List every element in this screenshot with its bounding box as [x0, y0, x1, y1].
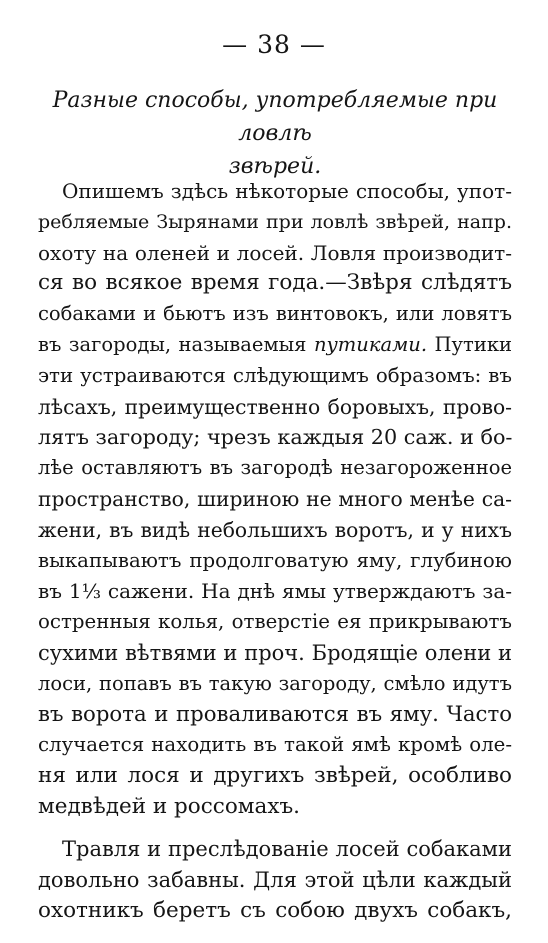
- text-line: жени, въ видѣ небольшихъ воротъ, и у нихъ: [38, 517, 512, 542]
- text-line: пространство, шириною не много менѣе са-: [38, 486, 512, 511]
- text-line: медвѣдей и россомахъ.: [38, 793, 300, 819]
- text-line: лятъ загороду; чрезъ каждыя 20 саж. и бо-: [38, 425, 513, 450]
- text-line: въ 1⅓ сажени. На днѣ ямы утверждаютъ за-: [38, 579, 512, 604]
- text-line: ся во всякое время года.—Звѣря слѣдятъ: [38, 270, 512, 296]
- text-line: Травля и преслѣдованіе лосей собаками: [62, 837, 512, 861]
- paragraph-1: [38, 176, 512, 823]
- text-line: довольно забавны. Для этой цѣли каждый: [38, 867, 512, 892]
- page-number: — 38 —: [222, 30, 326, 59]
- text-line: лѣе оставляютъ въ загородѣ незагороженное: [38, 456, 512, 480]
- text-line: ребляемые Зырянами при ловлѣ звѣрей, напр.: [38, 210, 512, 233]
- paragraph-2: [38, 834, 512, 926]
- text-line: эти устраиваются слѣдующимъ образомъ: въ: [38, 363, 512, 387]
- text-line: выкапываютъ продолговатую яму, глубиною: [38, 548, 512, 572]
- section-heading-line-2: звѣрей.: [228, 154, 322, 179]
- text-line: Опишемъ здѣсь нѣкоторые способы, упот-: [62, 179, 512, 203]
- text-line: охоту на оленей и лосей. Ловля производит-: [38, 240, 512, 265]
- text-line: охотникъ беретъ съ собою двухъ собакъ,: [38, 897, 512, 923]
- text-line: ня или лося и другихъ звѣрей, особливо: [38, 763, 512, 789]
- text-line: въ ворота и проваливаются въ яму. Часто: [38, 701, 512, 727]
- text-line: случается находить въ такой ямѣ кромѣ оле-: [38, 733, 512, 757]
- text-line: собаками и бьютъ изъ винтовокъ, или ловятъ: [38, 302, 512, 326]
- emphasized-term: путиками.: [313, 332, 428, 356]
- text-line: въ загороды, называемыя путиками. Путики: [38, 332, 512, 356]
- text-line: остренныя колья, отверстіе ея прикрываютъ: [38, 610, 512, 634]
- section-heading: [30, 84, 520, 183]
- text-line: лѣсахъ, преимущественно боровыхъ, прово-: [38, 394, 512, 419]
- section-heading-line-1: Разные способы, употребляемые при ловлѣ: [52, 88, 498, 146]
- text-line: лоси, попавъ въ такую загороду, смѣло идутъ: [38, 671, 512, 695]
- text-line: сухими вѣтвями и проч. Бродящіе олени и: [38, 640, 512, 665]
